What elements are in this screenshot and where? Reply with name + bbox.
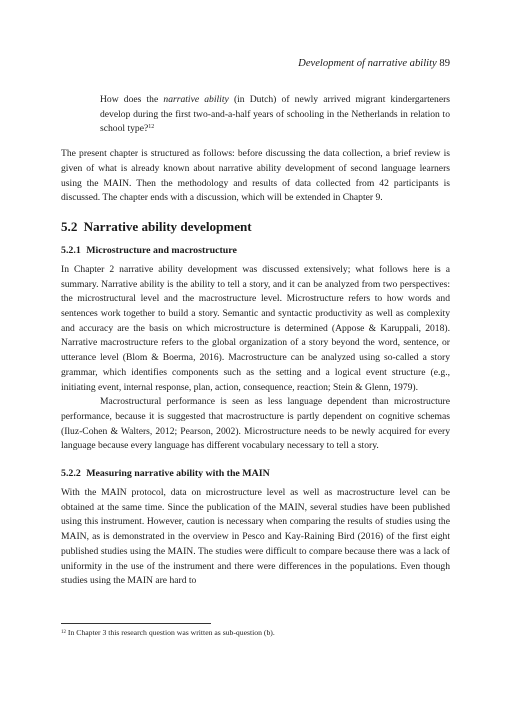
subsection-heading-1 — [61, 244, 450, 257]
research-question-text: (in Dutch) of newly arrived migrant kindergarteners develop during the first two-and-a-half years of schooling in the Netherlands in relation to school type? — [100, 94, 451, 135]
footnote-divider — [61, 623, 211, 624]
subsection-number-2: 5.2.2 — [61, 468, 81, 480]
section-number: 5.2 — [61, 218, 78, 234]
research-question — [100, 93, 450, 137]
running-header — [61, 57, 450, 70]
footnote-text: In Chapter 3 this research question was written as sub-question (b). — [67, 628, 275, 637]
page-number: 89 — [439, 58, 450, 69]
paragraph-micro-macro-1: In Chapter 2 narrative ability development was discussed extensively; what follows here is a summary. Narrative ability is the ability to tell a story, and it can be analyzed from two perspectives: the microstructural level and the macrostructure level. Microstructure refers to how words and sentences work together to build a story. Semantic and syntactic productivity as well as complexity and accuracy are the basis on which microstructure is determined (Appose & Karuppali, 2018). Narrative macrostructure refers to the global organization of a story beyond the word, sentence, or utterance level (Blom & Boerma, 2016). Macrostructure can be analyzed using so-called a story grammar, which identifies components such as the setting and a logical event structure (e.g., initiating event, internal response, plan, action, consequence, reaction; Stein & Glenn, 1979). — [61, 263, 450, 393]
subsection-heading-2 — [61, 467, 450, 480]
running-header-title: Development of narrative ability — [298, 58, 437, 69]
subsection-number-1: 5.2.1 — [61, 244, 81, 256]
paragraph-micro-macro-2: Macrostructural performance is seen as less language dependent than microstructure performance, because it is suggested that macrostructure is partly dependent on cognitive schemas (Iluz-Cohen & Walters, 2012; Pearson, 2002). Microstructure needs to be newly acquired for every language because every language has different vocabulary necessary to tell a story. — [61, 396, 450, 452]
subsection-title-1: Microstructure and macrostructure — [86, 244, 237, 256]
footnote-ref[interactable]: 12 — [148, 124, 155, 131]
section-heading — [61, 219, 450, 235]
research-question-emphasis: narrative ability — [163, 94, 229, 105]
intro-paragraph: The present chapter is structured as follows: before discussing the data collection, a brief review is given of what is already known about narrative ability development of second language learners using the MAIN. Then the methodology and results of data collected from 42 participants is discussed. The chapter ends with a discussion, which will be extended in Chapter 9. — [61, 148, 450, 204]
body-text — [61, 93, 450, 589]
subsection-title-2: Measuring narrative ability with the MAIN — [86, 468, 270, 480]
section-title: Narrative ability development — [83, 218, 252, 234]
footnote-number: 12 — [61, 629, 66, 635]
research-question-lead: How does the — [100, 94, 159, 105]
footnote — [61, 628, 450, 638]
paragraph-measuring-main: With the MAIN protocol, data on microstructure level as well as macrostructure level can be obtained at the same time. Since the publication of the MAIN, several studies have been published using this instrument. However, caution is necessary when comparing the results of studies using the MAIN, as is demonstrated in the overview in Pesco and Kay-Raining Bird (2016) of the first eight published studies using the MAIN. The studies were difficult to compare because there was a lack of uniformity in the use of the instrument and there were differences in the populations. Even though studies using the MAIN are hard to — [61, 487, 450, 587]
